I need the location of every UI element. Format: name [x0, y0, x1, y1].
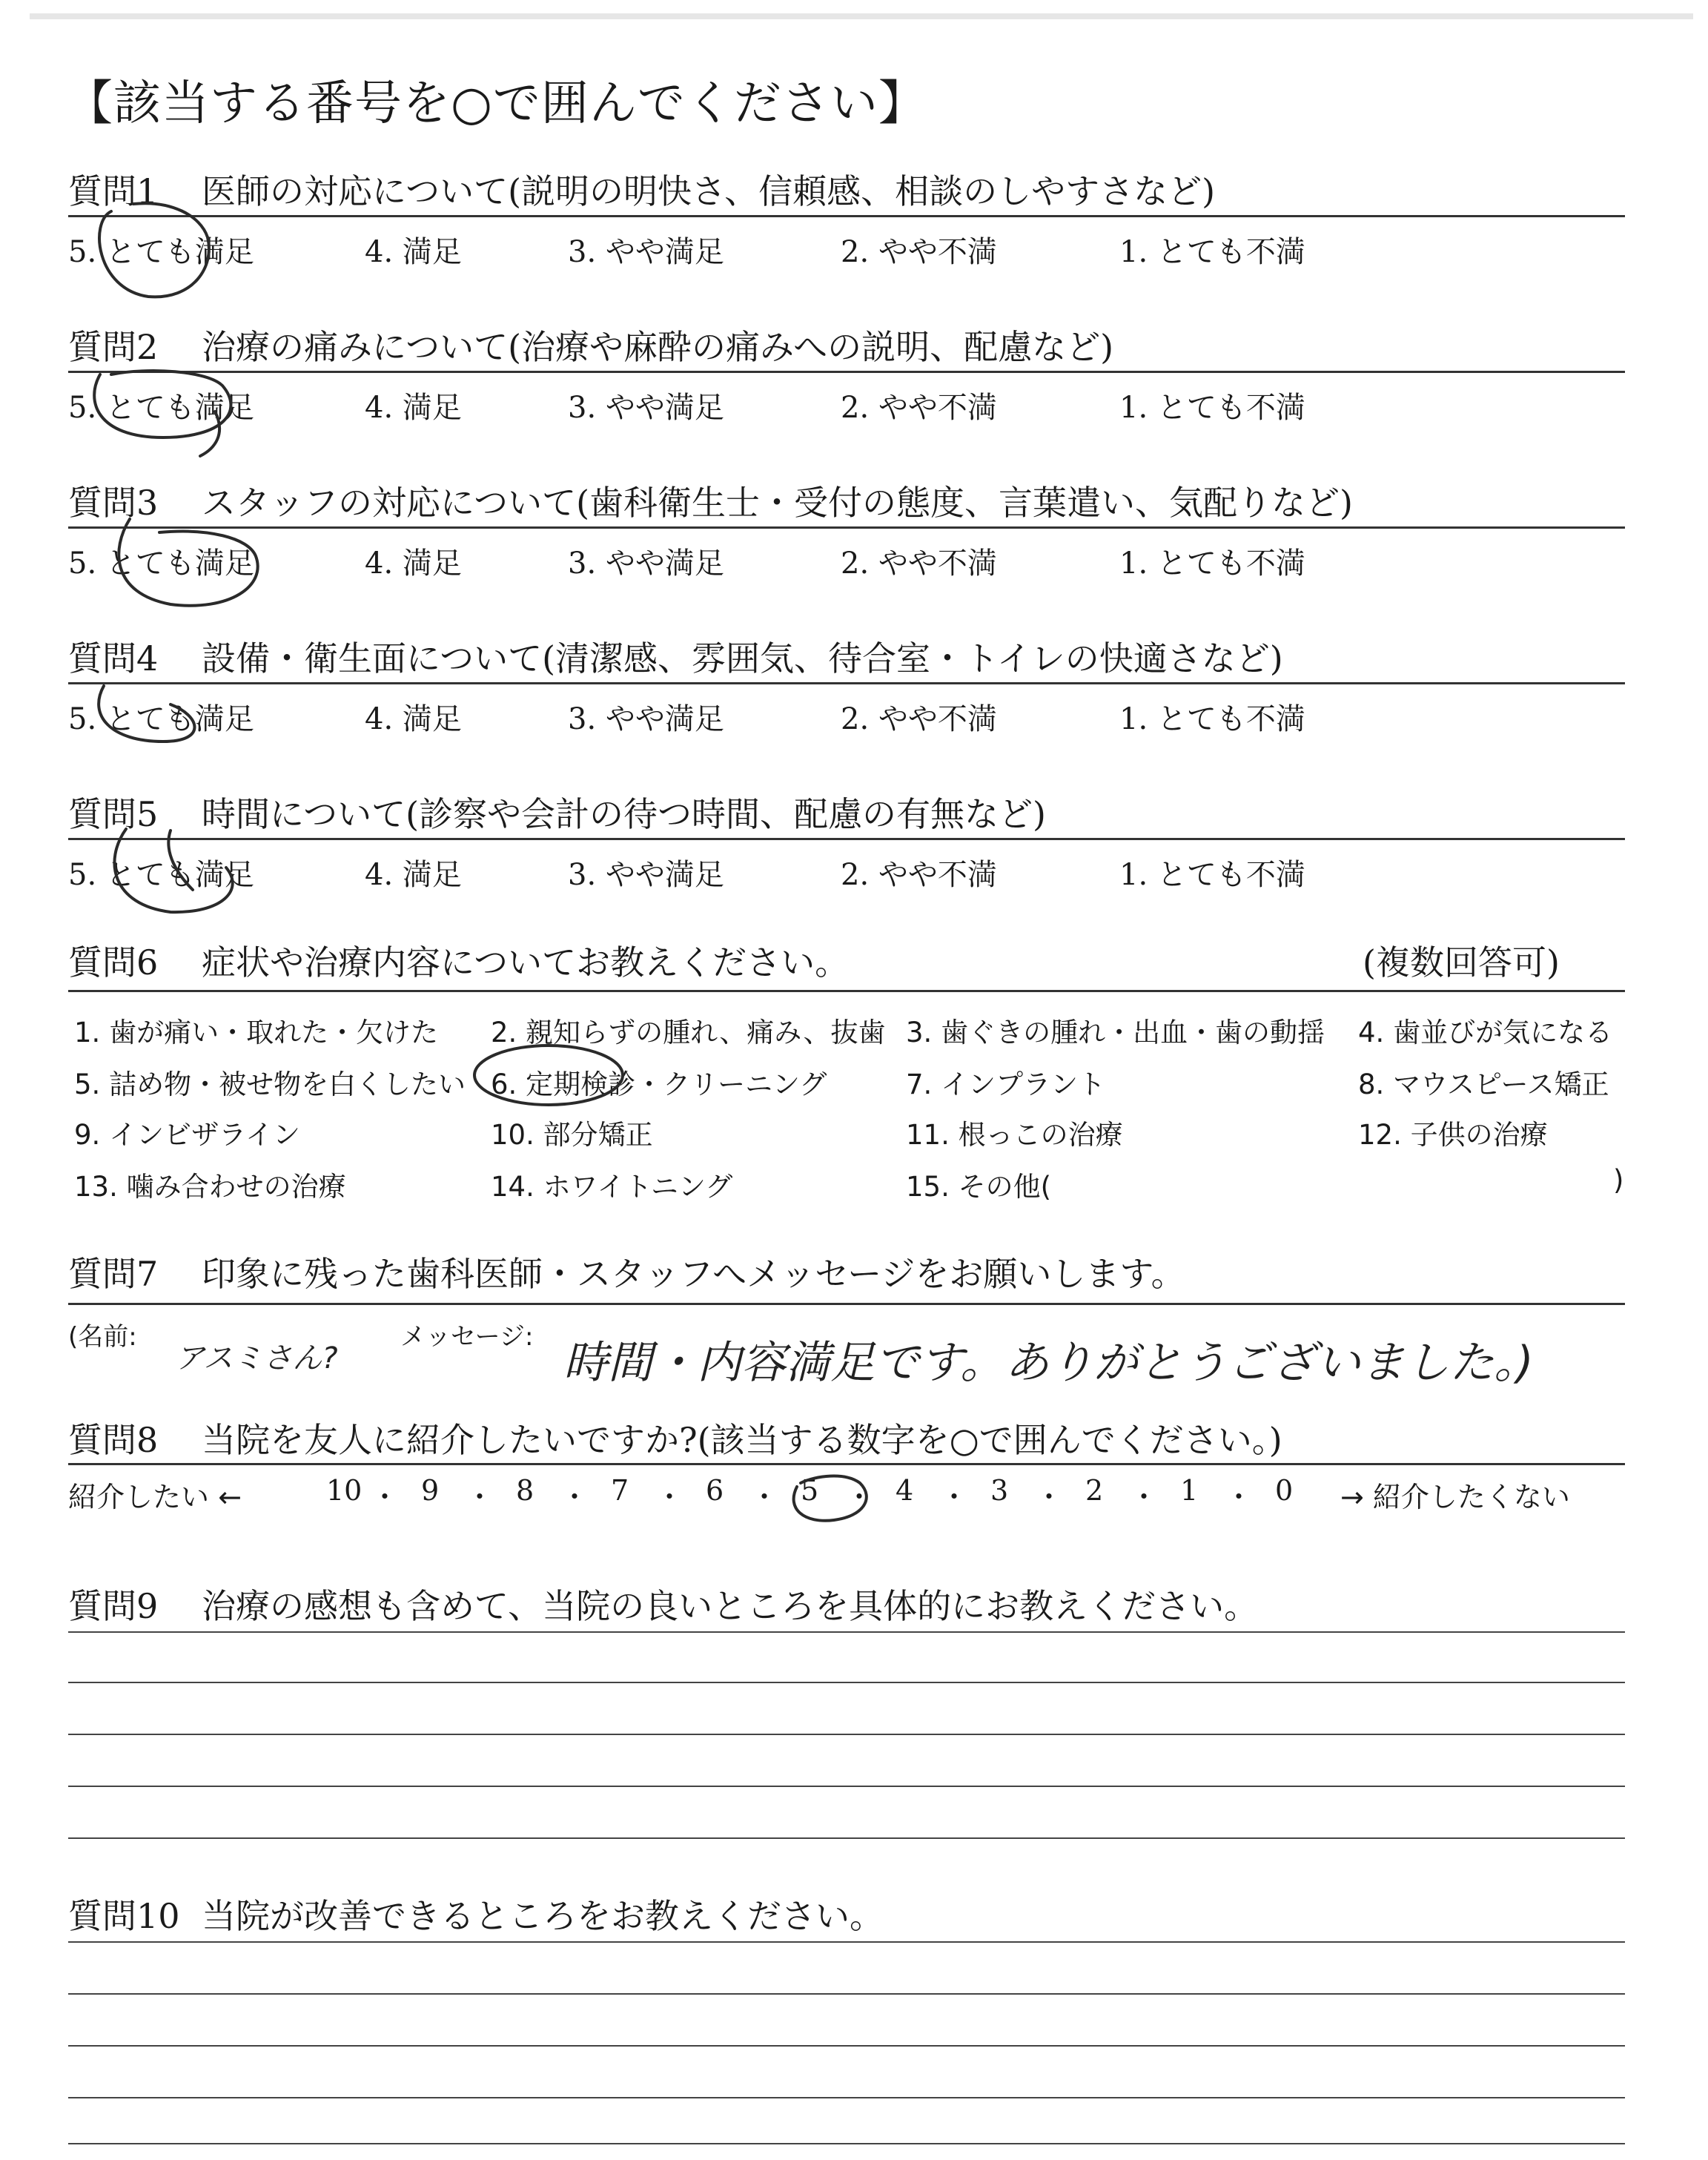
q8-text: 当院を友人に紹介したいですか?(該当する数字を○で囲んでください。)	[202, 1420, 1282, 1460]
q2-option[interactable]: 2. やや不満	[841, 391, 997, 425]
q6-option[interactable]: 11. 根っこの治療	[906, 1119, 1123, 1151]
q7-rule	[68, 1303, 1625, 1305]
q4-option[interactable]: 1. とても不満	[1119, 702, 1305, 736]
q5-heading	[68, 787, 1046, 836]
q5-text: 時間について(診察や会計の待つ時間、配慮の有無など)	[202, 794, 1046, 834]
q8-scale-number[interactable]: 9	[421, 1474, 440, 1507]
q9-answer-line[interactable]	[68, 1631, 1625, 1633]
q4-option[interactable]: 5. とても満足	[68, 702, 254, 736]
q7-message-value: 時間・内容満足です。ありがとうございました。)	[563, 1337, 1534, 1389]
q4-option[interactable]: 2. やや不満	[841, 702, 997, 736]
q2-option[interactable]: 4. 満足	[365, 391, 462, 425]
q3-option[interactable]: 3. やや満足	[568, 546, 724, 581]
q8-scale-separator: ・	[940, 1481, 969, 1513]
q6-option[interactable]: 6. 定期検診・クリーニング	[491, 1069, 827, 1100]
q8-scale-number[interactable]: 5	[801, 1474, 819, 1507]
q2-option[interactable]: 5. とても満足	[68, 391, 254, 425]
q10-answer-line[interactable]	[68, 1941, 1625, 1943]
q9-answer-line[interactable]	[68, 1837, 1625, 1839]
q8-scale-separator: ・	[655, 1481, 684, 1513]
q1-text: 医師の対応について(説明の明快さ、信頼感、相談のしやすさなど)	[202, 171, 1216, 211]
q9-answer-line[interactable]	[68, 1734, 1625, 1735]
q6-text: 症状や治療内容についてお教えください。	[202, 942, 850, 982]
q10-answer-line[interactable]	[68, 2045, 1625, 2047]
q4-text: 設備・衛生面について(清潔感、雰囲気、待合室・トイレの快適さなど)	[202, 638, 1283, 678]
q8-scale-separator: ・	[1130, 1481, 1159, 1513]
q2-text: 治療の痛みについて(治療や麻酔の痛みへの説明、配慮など)	[202, 327, 1114, 367]
page-title: 【該当する番号を○で囲んでください】	[65, 76, 927, 131]
q10-answer-line[interactable]	[68, 1993, 1625, 1995]
q6-option[interactable]: 2. 親知らずの腫れ、痛み、抜歯	[491, 1017, 886, 1048]
q8-scale-number[interactable]: 0	[1275, 1474, 1294, 1507]
q3-option[interactable]: 4. 満足	[365, 546, 462, 581]
q8-scale-separator: ・	[845, 1481, 874, 1513]
q1-option[interactable]: 2. やや不満	[841, 235, 997, 269]
q7-heading	[68, 1247, 1185, 1296]
q6-option[interactable]: 9. インビザライン	[74, 1119, 300, 1151]
q6-option[interactable]: 1. 歯が痛い・取れた・欠けた	[74, 1017, 439, 1048]
q6-option[interactable]: 14. ホワイトニング	[491, 1171, 733, 1203]
q3-option[interactable]: 1. とても不満	[1119, 546, 1305, 581]
q8-scale-number[interactable]: 2	[1085, 1474, 1104, 1507]
q7-name-value: アスミさん?	[175, 1341, 338, 1375]
q6-option[interactable]: 15. その他(	[906, 1171, 1052, 1203]
q6-option[interactable]: 3. 歯ぐきの腫れ・出血・歯の動揺	[906, 1017, 1325, 1048]
q9-heading	[68, 1579, 1258, 1628]
q9-number: 質問9	[68, 1586, 159, 1626]
q6-option[interactable]: 5. 詰め物・被せ物を白くしたい	[74, 1069, 466, 1100]
q8-scale-separator: ・	[1035, 1481, 1064, 1513]
q8-left-label: 紹介したい ←	[68, 1481, 242, 1513]
q8-rule	[68, 1463, 1625, 1465]
q6-rule	[68, 990, 1625, 992]
q9-text: 治療の感想も含めて、当院の良いところを具体的にお教えください。	[202, 1586, 1259, 1626]
q7-text: 印象に残った歯科医師・スタッフへメッセージをお願いします。	[202, 1254, 1185, 1294]
q1-heading	[68, 165, 1215, 214]
q4-heading	[68, 632, 1283, 681]
q3-text: スタッフの対応について(歯科衛生士・受付の態度、言葉遣い、気配りなど)	[202, 483, 1353, 523]
q3-heading	[68, 476, 1353, 525]
q6-option: )	[1613, 1164, 1624, 1196]
q10-number: 質問10	[68, 1896, 180, 1936]
q4-option[interactable]: 3. やや満足	[568, 702, 724, 736]
q10-answer-line[interactable]	[68, 2143, 1625, 2144]
q8-scale-number[interactable]: 6	[706, 1474, 724, 1507]
q8-scale-separator: ・	[750, 1481, 779, 1513]
q6-heading	[68, 936, 849, 985]
q1-option[interactable]: 1. とても不満	[1119, 235, 1305, 269]
q4-option[interactable]: 4. 満足	[365, 702, 462, 736]
q2-rule	[68, 371, 1625, 373]
q8-scale-number[interactable]: 4	[896, 1474, 914, 1507]
q10-answer-line[interactable]	[68, 2097, 1625, 2098]
q6-option[interactable]: 10. 部分矯正	[491, 1119, 653, 1151]
q8-scale-separator: ・	[371, 1481, 400, 1513]
q3-rule	[68, 526, 1625, 529]
q7-name-label: (名前:	[68, 1322, 137, 1352]
q1-rule	[68, 215, 1625, 217]
q10-heading	[68, 1889, 884, 1938]
q9-answer-line[interactable]	[68, 1786, 1625, 1787]
q8-scale-number[interactable]: 10	[326, 1474, 363, 1507]
q6-option[interactable]: 12. 子供の治療	[1358, 1119, 1548, 1151]
q6-option[interactable]: 8. マウスピース矯正	[1358, 1069, 1609, 1100]
q2-heading	[68, 320, 1113, 369]
q8-scale-number[interactable]: 3	[990, 1474, 1009, 1507]
q6-option[interactable]: 4. 歯並びが気になる	[1358, 1017, 1613, 1048]
q8-scale-number[interactable]: 7	[611, 1474, 629, 1507]
q8-scale-separator: ・	[1225, 1481, 1254, 1513]
q5-rule	[68, 838, 1625, 840]
q6-number: 質問6	[68, 942, 159, 982]
q2-number: 質問2	[68, 327, 159, 367]
q6-note: (複数回答可)	[1363, 942, 1560, 982]
q8-scale-number[interactable]: 1	[1180, 1474, 1199, 1507]
q10-text: 当院が改善できるところをお教えください。	[202, 1896, 884, 1936]
q5-option[interactable]: 2. やや不満	[841, 858, 997, 892]
q8-scale-separator: ・	[466, 1481, 494, 1513]
q1-number: 質問1	[68, 171, 159, 211]
q8-number: 質問8	[68, 1420, 159, 1460]
q5-option[interactable]: 4. 満足	[365, 858, 462, 892]
q4-rule	[68, 682, 1625, 684]
q4-number: 質問4	[68, 638, 159, 678]
q8-right-label: → 紹介したくない	[1340, 1481, 1570, 1513]
q6-option[interactable]: 13. 噛み合わせの治療	[74, 1171, 346, 1203]
q3-option[interactable]: 2. やや不満	[841, 546, 997, 581]
q3-number: 質問3	[68, 483, 159, 523]
q8-scale-separator: ・	[560, 1481, 589, 1513]
q5-option[interactable]: 5. とても満足	[68, 858, 254, 892]
q1-option[interactable]: 5. とても満足	[68, 235, 254, 269]
q7-number: 質問7	[68, 1254, 159, 1294]
q8-heading	[68, 1413, 1282, 1462]
q5-option[interactable]: 1. とても不満	[1119, 858, 1305, 892]
q2-option[interactable]: 1. とても不満	[1119, 391, 1305, 425]
q3-option[interactable]: 5. とても満足	[68, 546, 254, 581]
q6-option[interactable]: 7. インプラント	[906, 1069, 1106, 1100]
q1-option[interactable]: 4. 満足	[365, 235, 462, 269]
q9-answer-line[interactable]	[68, 1682, 1625, 1683]
scan-edge	[30, 13, 1693, 19]
q2-option[interactable]: 3. やや満足	[568, 391, 724, 425]
q1-option[interactable]: 3. やや満足	[568, 235, 724, 269]
q5-number: 質問5	[68, 794, 159, 834]
q8-scale-number[interactable]: 8	[516, 1474, 534, 1507]
q5-option[interactable]: 3. やや満足	[568, 858, 724, 892]
q7-message-label: メッセージ:	[400, 1322, 534, 1352]
